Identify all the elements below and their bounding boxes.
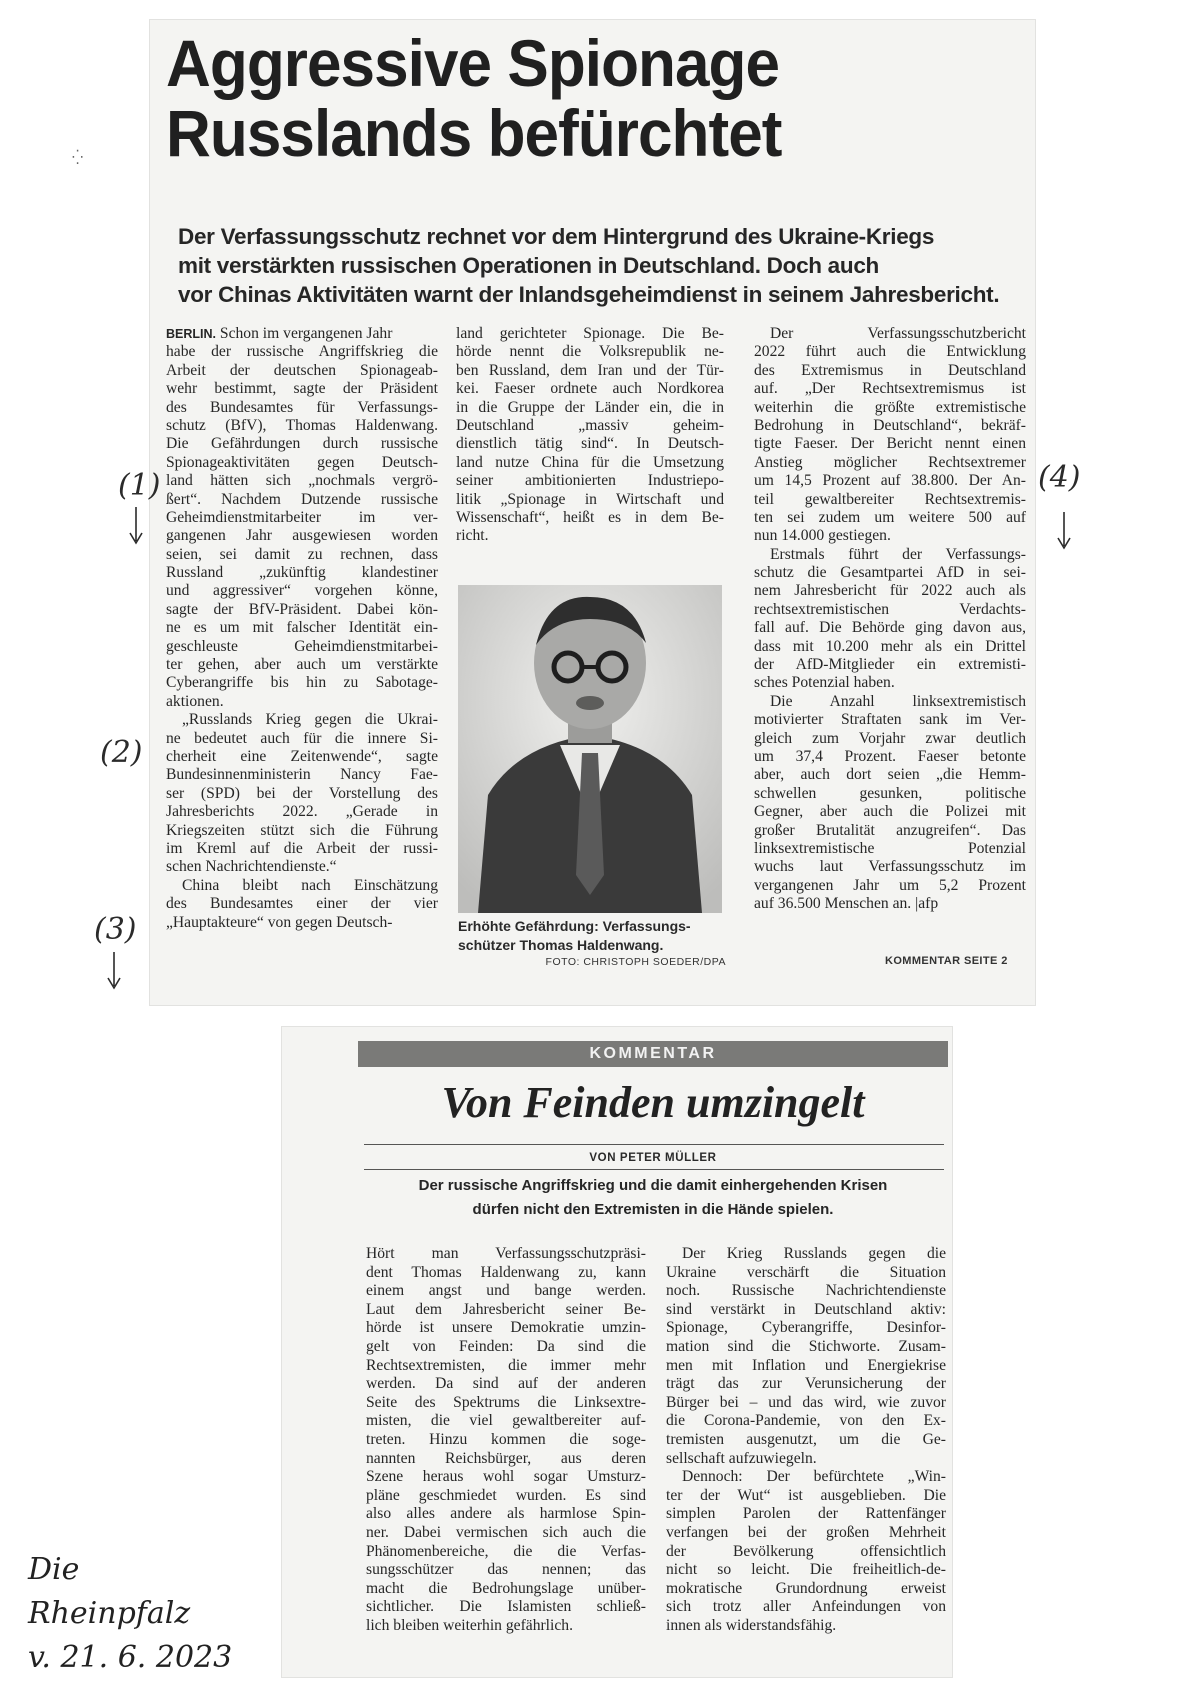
- text-line: tremisten ausgenutzt, um die Ge-: [666, 1430, 946, 1448]
- text-line: Cyberangriffe bis hin zu Sabotage-: [166, 674, 438, 692]
- text-line: Arbeit der deutschen Spionageab-: [166, 361, 438, 379]
- text-line: ser (SPD) bei der Vorstellung des: [166, 784, 438, 802]
- text-line: nun 14.000 gestiegen.: [754, 527, 891, 545]
- text-line: ßert“. Nachdem Dutzende russische: [166, 490, 438, 508]
- kommentar-reference: KOMMENTAR SEITE 2: [885, 955, 1008, 967]
- text-line: Bundesinnenministerin Nancy Fae-: [166, 766, 438, 784]
- text-line: noch. Russische Nachrichtendienste: [666, 1282, 946, 1300]
- text-line: Ukraine verschärft die Situation: [666, 1263, 946, 1281]
- text-line: Spionage, Cyberangriffe, Desinfor-: [666, 1319, 946, 1337]
- text-line: land nutze China für die Umsetzung: [456, 453, 724, 471]
- text-line: cherheit eine Zeitenwende“, sagte: [166, 747, 438, 765]
- text-line: fall auf. Die Behörde ging davon aus,: [754, 619, 1026, 637]
- text-line: misten, die viel gewaltbereiter auf-: [366, 1412, 646, 1430]
- text-line: Russland „zukünftig klandestiner: [166, 564, 438, 582]
- text-line: dienstlich tätig sind“. In Deutsch-: [456, 435, 724, 453]
- article-clipping: [150, 20, 1035, 1005]
- text-line: im Kreml auf die Arbeit der russi-: [166, 839, 438, 857]
- down-arrow-icon: [106, 950, 122, 992]
- dateline: BERLIN.: [166, 327, 216, 341]
- text-line: land gerichteter Spionage. Die Be-: [456, 325, 724, 342]
- text-line: nem Jahresbericht für 2022 auch als: [754, 582, 1026, 600]
- text-line: Die Gefährdungen durch russische: [166, 435, 438, 453]
- text-line: innen als widerstandsfähig.: [666, 1616, 837, 1634]
- text-line: auf 36.500 Menschen an. |afp: [754, 895, 939, 913]
- text-line: gleich zum Vorjahr zwar deutlich: [754, 729, 1026, 747]
- text-run: Schon im vergangenen Jahr: [216, 325, 393, 342]
- text-line: land hätten sich „nochmals vergrö-: [166, 472, 438, 490]
- text-line: 2022 führt auch die Entwicklung: [754, 343, 1026, 361]
- text-line: Gegner, aber auch die Polizei mit: [754, 803, 1026, 821]
- handwritten-source-note: Die Rheinpfalz v. 21. 6. 2023: [28, 1552, 233, 1675]
- text-line: des Bundesamtes einer der vier: [166, 895, 438, 913]
- text-line: lich bleiben weiterhin gefährlich.: [366, 1616, 573, 1634]
- scan-speck: ⁛: [72, 150, 84, 166]
- portrait-photo: [458, 585, 722, 913]
- text-line: ne bedeutet auch für die innere Si-: [166, 729, 438, 747]
- text-line: sich trotz aller Anfeindungen von: [666, 1598, 946, 1616]
- down-arrow-icon: [128, 505, 144, 547]
- text-line: Laut dem Jahresbericht seiner Be-: [366, 1300, 646, 1318]
- text-line: Bedrohung in Deutschland“, bekräf-: [754, 416, 1026, 434]
- text-line: wuchs laut Verfassungsschutz im: [754, 858, 1026, 876]
- text-line: schutz die Gesamtpartei AfD in sei-: [754, 564, 1026, 582]
- text-line: ter der Wut“ ist ausgeblieben. Die: [666, 1486, 946, 1504]
- handwritten-mark-3: (3): [94, 912, 137, 947]
- text-line: macht die Bedrohungslage unüber-: [366, 1579, 646, 1597]
- text-line: gangenen Jahr ausgewiesen worden: [166, 527, 438, 545]
- text-line: ne es um mit falscher Identität ein-: [166, 619, 438, 637]
- text-line: China bleibt nach Einschätzung: [182, 876, 438, 894]
- text-line: kei. Faeser ordnete auch Nordkorea: [456, 380, 724, 398]
- text-line: richt.: [456, 527, 489, 545]
- text-line: schutz (BfV), Thomas Haldenwang.: [166, 416, 438, 434]
- text-line: wehr bestimmt, sagte der Präsident: [166, 380, 438, 398]
- text-line: Szene heraus wohl sogar Umsturz-: [366, 1468, 646, 1486]
- text-line: mation sind die Stichworte. Zusam-: [666, 1337, 946, 1355]
- photo-caption: Erhöhte Gefährdung: Verfassungs- schützer Thomas Haldenwang.: [458, 918, 691, 953]
- text-line: aber, auch dort seien „die Hemm-: [754, 766, 1026, 784]
- article-headline: Aggressive Spionage Russlands befürchtet: [166, 26, 782, 170]
- text-line: Deutschland „massiv geheim-: [456, 416, 724, 434]
- text-line: Kriegszeiten stützt sich die Führung: [166, 821, 438, 839]
- text-line: aktionen.: [166, 692, 224, 710]
- kommentar-column-2: [666, 1245, 946, 1635]
- text-line: des Bundesamtes für Verfassungs-: [166, 398, 438, 416]
- text-line: sches Potenzial haben.: [754, 674, 895, 692]
- text-line: ben Russland, dem Iran und der Tür-: [456, 361, 724, 379]
- text-line: men mit Inflation und Energiekrise: [666, 1356, 946, 1374]
- author-rule: [364, 1169, 944, 1170]
- text-line: Geheimdienstmitarbeiter im ver-: [166, 508, 438, 526]
- article-column-1: [166, 325, 438, 932]
- text-line: werden. Da sind auf der anderen: [366, 1375, 646, 1393]
- handwritten-mark-1: (1): [118, 468, 161, 503]
- text-line: einem angst und bange werden.: [366, 1282, 646, 1300]
- text-line: seiner ambitionierten Industriepo-: [456, 472, 724, 490]
- text-line: habe der russische Angriffskrieg die: [166, 343, 438, 361]
- text-line: tigte Faeser. Der Bericht nennt einen: [754, 435, 1026, 453]
- text-line: pläne geschmiedet wurden. Es sind: [366, 1486, 646, 1504]
- text-line: sungsschützer das nennen; das: [366, 1561, 646, 1579]
- text-line: nicht so leicht. Die freiheitlich-de-: [666, 1561, 946, 1579]
- text-line: des Extremismus in Deutschland: [754, 361, 1026, 379]
- kommentar-label: KOMMENTAR: [358, 1041, 948, 1067]
- text-line: Rechtsextremisten, die immer mehr: [366, 1356, 646, 1374]
- text-line: teil gewaltbereiter Rechtsextremis-: [754, 490, 1026, 508]
- text-line: rechtsextremistischen Verdachts-: [754, 600, 1026, 618]
- text-line: dent Thomas Haldenwang zu, kann: [366, 1263, 646, 1281]
- text-line: ten sei zudem um weitere 500 auf: [754, 508, 1026, 526]
- text-line: großer Brutalität anzugreifen“. Das: [754, 821, 1026, 839]
- text-line: vergangenen Jahr um 5,2 Prozent: [754, 876, 1026, 894]
- kommentar-teaser: Der russische Angriffskrieg und die damit einhergehenden Krisen dürfen nicht den Extremisten in die Hände spielen.: [418, 1177, 888, 1218]
- text-line: sind verstärkt in Deutschland aktiv:: [666, 1300, 946, 1318]
- down-arrow-icon: [1056, 510, 1072, 552]
- text-line: hörde ist unsere Demokratie umzin-: [366, 1319, 646, 1337]
- text-line: Der Krieg Russlands gegen die: [682, 1245, 946, 1262]
- text-line: mokratische Grundordnung erweist: [666, 1579, 946, 1597]
- text-line: sagte der BfV-Präsident. Dabei kön-: [166, 600, 438, 618]
- text-line: geschleuste Geheimdienstmitarbei-: [166, 637, 438, 655]
- text-line: Dennoch: Der befürchtete „Win-: [682, 1468, 946, 1486]
- text-line: Wissenschaft“, heißt es in dem Be-: [456, 508, 724, 526]
- kommentar-column-1: [366, 1245, 646, 1635]
- text-line: also alles andere als harmlose Spin-: [366, 1505, 646, 1523]
- text-line: Spionageaktivitäten gegen Deutsch-: [166, 453, 438, 471]
- text-line: Phänomenbereiche, die die Verfas-: [366, 1542, 646, 1560]
- text-line: Die Anzahl linksextremistisch: [770, 692, 1026, 710]
- article-lead: Der Verfassungsschutz rechnet vor dem Hintergrund des Ukraine-Kriegs mit verstärkten russischen Operationen in Deutschland. Doch auch vor Chinas Aktivitäten warnt der Inlandsgeheimdienst in seinem Jahresbericht.: [178, 224, 1000, 307]
- text-line: ter gehen, aber auch um verstärkte: [166, 656, 438, 674]
- title-rule: [364, 1144, 944, 1145]
- article-column-2: [456, 325, 724, 546]
- kommentar-title: Von Feinden umzingelt: [441, 1078, 865, 1127]
- text-line: nannten Reichsbürger, aus deren: [366, 1449, 646, 1467]
- text-line: weiterhin die größte extremistische: [754, 398, 1026, 416]
- text-line: treten. Hinzu kommen die soge-: [366, 1430, 646, 1448]
- text-line: schwellen gesunken, politische: [754, 784, 1026, 802]
- text-line: auf. „Der Rechtsextremismus ist: [754, 380, 1026, 398]
- text-line: simplen Parolen der Rattenfänger: [666, 1505, 946, 1523]
- text-line: in die Gruppe der Länder ein, die in: [456, 398, 724, 416]
- text-line: hörde nennt die Volksrepublik ne-: [456, 343, 724, 361]
- kommentar-author: VON PETER MÜLLER: [589, 1152, 717, 1164]
- text-line: Bürger bei – und das wird, wie zuvor: [666, 1393, 946, 1411]
- text-line: schen Nachrichtendienste.“: [166, 858, 337, 876]
- text-line: litik „Spionage in Wirtschaft und: [456, 490, 724, 508]
- text-line: verfangen bei der großen Mehrheit: [666, 1523, 946, 1541]
- photo-credit: FOTO: CHRISTOPH SOEDER/DPA: [545, 956, 726, 968]
- text-line: Erstmals führt der Verfassungs-: [770, 545, 1026, 563]
- text-line: der AfD-Mitglieder ein extremisti-: [754, 656, 1026, 674]
- text-line: motivierter Straftaten sank im Ver-: [754, 711, 1026, 729]
- text-line: trägt das zur Verunsicherung der: [666, 1375, 946, 1393]
- text-line: Jahresberichts 2022. „Gerade in: [166, 803, 438, 821]
- text-line: [166, 325, 438, 343]
- text-line: sichtlicher. Die Islamisten schließ-: [366, 1598, 646, 1616]
- text-line: um 14,5 Prozent auf 38.800. Der An-: [754, 472, 1026, 490]
- handwritten-mark-4: (4): [1038, 460, 1081, 495]
- text-line: Hört man Verfassungsschutzpräsi-: [366, 1245, 646, 1262]
- text-line: und aggressiver“ vorgehen könne,: [166, 582, 438, 600]
- text-line: „Russlands Krieg gegen die Ukrai-: [182, 711, 438, 729]
- text-line: um 37,4 Prozent. Faeser betonte: [754, 747, 1026, 765]
- handwritten-mark-2: (2): [100, 735, 143, 770]
- article-column-3: [754, 325, 1026, 914]
- kommentar-clipping: [282, 1027, 952, 1677]
- text-line: linksextremistische Potenzial: [754, 839, 1026, 857]
- text-line: „Hauptakteure“ von gegen Deutsch-: [166, 913, 393, 931]
- text-line: sellschaft aufzuwiegeln.: [666, 1449, 817, 1467]
- text-line: die Corona-Pandemie, von den Ex-: [666, 1412, 946, 1430]
- text-line: Anstieg möglicher Rechtsextremer: [754, 453, 1026, 471]
- text-line: dass mit 10.200 mehr als ein Drittel: [754, 637, 1026, 655]
- text-line: seien, sei damit zu rechnen, dass: [166, 545, 438, 563]
- text-line: der Bevölkerung offensichtlich: [666, 1542, 946, 1560]
- text-line: ner. Dabei vermischen sich auch die: [366, 1523, 646, 1541]
- text-line: Der Verfassungsschutzbericht: [770, 325, 1026, 342]
- text-line: Seite des Spektrums die Linksextre-: [366, 1393, 646, 1411]
- text-line: gelt von Feinden: Da sind die: [366, 1337, 646, 1355]
